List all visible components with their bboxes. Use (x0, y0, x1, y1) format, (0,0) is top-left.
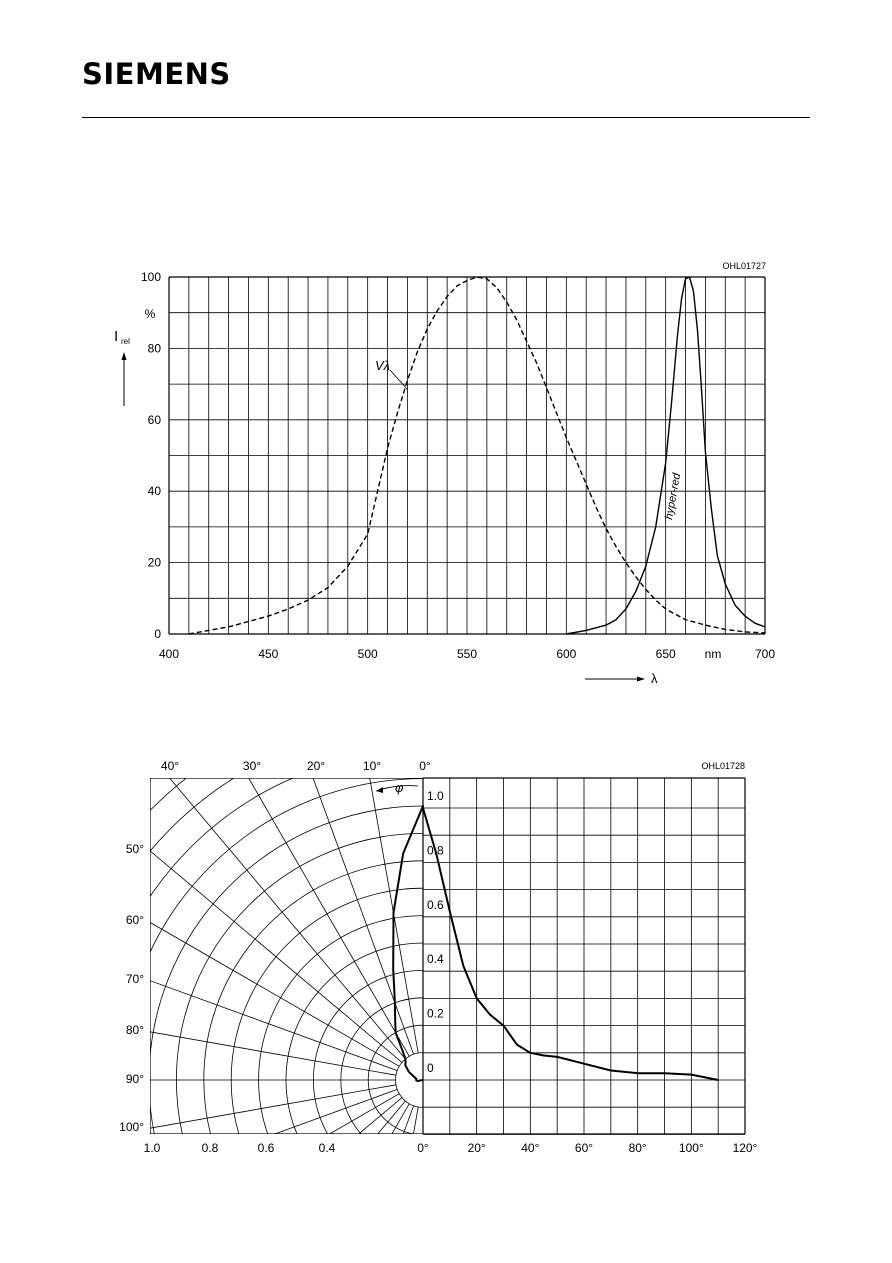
x-tick-label: 650 (655, 647, 676, 661)
polar-spoke (73, 474, 409, 1057)
siemens-logo: SIEMENS (82, 57, 231, 91)
bottom-right-tick-label: 100° (678, 1141, 704, 1155)
x-tick-label: 550 (456, 647, 478, 661)
x-tick-label: 700 (754, 647, 776, 661)
angle-tick-label-top: 40° (160, 759, 180, 773)
polar-spoke (0, 730, 399, 1066)
bottom-right-tick-label: 0° (417, 1141, 429, 1155)
bottom-right-tick-label: 120° (732, 1141, 758, 1155)
angle-tick-label-left: 50° (125, 842, 144, 856)
series-label-vlambda: Vλ (375, 358, 391, 373)
y-axis-label-sub: rel (121, 337, 130, 346)
x-unit-label: nm (704, 647, 722, 661)
polar-spoke (0, 841, 397, 1071)
cartesian-grid (423, 778, 745, 1134)
x-tick-label: 450 (258, 647, 279, 661)
angle-tick-label-top: 20° (306, 759, 326, 773)
x-axis-label: λ (651, 671, 658, 686)
angle-tick-label-left: 60° (125, 913, 144, 927)
radial-tick-label: 0.8 (427, 843, 444, 858)
x-tick-label: 500 (357, 647, 378, 661)
polar-spoke (0, 630, 402, 1062)
angle-tick-label-top: 10° (362, 759, 382, 773)
polar-spoke (301, 391, 418, 1053)
series-label-hyper-red: hyper-red (663, 472, 684, 521)
y-tick-label: 100 (140, 270, 161, 284)
bottom-right-tick-label: 80° (628, 1141, 647, 1155)
polar-spoke (184, 422, 414, 1054)
bottom-left-tick-label: 1.0 (143, 1141, 161, 1155)
y-tick-label: 0 (154, 627, 161, 641)
bottom-left-tick-label: 0.8 (201, 1141, 219, 1155)
angle-tick-label-left: 80° (125, 1023, 144, 1037)
bottom-left-tick-label: 0.6 (257, 1141, 275, 1155)
polar-ring (0, 614, 889, 1263)
polar-chart-labels (119, 759, 757, 1155)
polar-spoke (0, 1098, 402, 1263)
angle-tick-label-left: 70° (125, 972, 144, 986)
bottom-right-tick-label: 60° (574, 1141, 594, 1155)
polar-ring (0, 559, 892, 1263)
bottom-left-tick-label: 0.4 (318, 1141, 336, 1155)
phi-symbol: φ (395, 780, 404, 795)
y-unit-label: % (144, 307, 156, 321)
polar-spoke (184, 1106, 414, 1263)
chart-code: OHL01727 (722, 261, 766, 271)
x-tick-label: 400 (158, 647, 180, 661)
polar-spoke (0, 958, 396, 1075)
y-tick-label: 20 (147, 555, 161, 570)
polar-spoke (0, 1089, 397, 1263)
radial-tick-label: 0 (427, 1061, 434, 1075)
phi-arrowhead (376, 787, 383, 793)
angle-tick-label-left: 90° (125, 1072, 144, 1086)
polar-spoke (0, 1085, 396, 1202)
radial-tick-label: 0.4 (427, 952, 444, 967)
y-tick-label: 80 (147, 341, 161, 356)
y-tick-label: 40 (147, 484, 161, 499)
chart-code: OHL01728 (701, 761, 745, 771)
y-axis-label: I (114, 328, 119, 345)
y-tick-label: 60 (147, 412, 161, 427)
angle-tick-label-left: 100° (119, 1120, 144, 1134)
angle-tick-label-top: 0° (419, 759, 431, 773)
radial-tick-label: 1.0 (427, 789, 444, 803)
x-tick-label: 600 (556, 647, 577, 661)
bottom-right-tick-label: 20° (467, 1141, 486, 1155)
angle-tick-label-top: 30° (242, 759, 262, 773)
radial-tick-label: 0.6 (427, 897, 444, 912)
bottom-right-tick-label: 40° (521, 1141, 540, 1155)
radial-tick-label: 0.2 (427, 1006, 444, 1021)
polar-spoke (0, 544, 405, 1059)
